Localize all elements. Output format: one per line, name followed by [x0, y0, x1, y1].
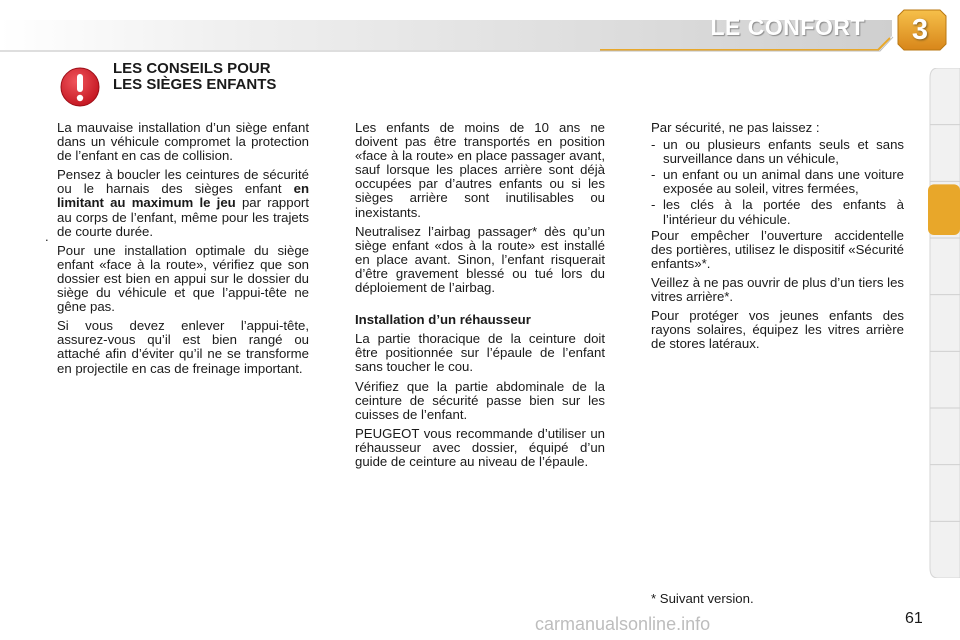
dash-bullet: - [651, 167, 656, 183]
sub-heading: Installation d’un réhausseur [355, 312, 531, 328]
paragraph: Neutralisez l’airbag passager* dès qu’un siège enfant «dos à la route» est installé en place avant. Sinon, l’enfant risquerait d’être gravement blessé ou tué lors du déploiement de l’airbag. [355, 223, 605, 296]
paragraph: Pour empêcher l’ouverture accidentelle des portières, utilisez le dispositif «Sécurité enfants»*. [651, 227, 904, 271]
emphasis-text: en limitant au maximum le jeu [57, 181, 309, 211]
chapter-title: LE CONFORT [710, 14, 865, 40]
section-title [113, 61, 276, 93]
footnote: * Suivant version. [651, 591, 754, 606]
dash-bullet: - [651, 137, 656, 153]
tab-rail-background [930, 68, 960, 578]
paragraph: Veillez à ne pas ouvrir de plus d’un tiers les vitres arrière*. [651, 274, 904, 305]
section-title-line1: LES CONSEILS POUR [113, 60, 271, 77]
text-column-1 [57, 121, 309, 381]
paragraph: Pour protéger vos jeunes enfants des rayons solaires, équipez les vitres arrière de stores latéraux. [651, 308, 904, 352]
paragraph-text: par rapport au corps de l’enfant, même pour les trajets de courte durée. [57, 195, 309, 239]
chapter-tab-rail [928, 68, 960, 578]
dash-bullet: - [651, 197, 656, 213]
paragraph: Les enfants de moins de 10 ans ne doivent pas être transportés en position «face à la route» en place passager avant, sauf lorsque les places arrière sont déjà occupées par d’autres enfants ou si les sièges arrière sont inutilisables ou inexistants. [355, 120, 605, 220]
chapter-tabs [928, 68, 960, 578]
list-item [651, 198, 904, 226]
section-title-line2: LES SIÈGES ENFANTS [113, 76, 277, 93]
paragraph: Si vous devez enlever l’appui-tête, assurez-vous qu’il est bien rangé ou attaché afin d’éviter qu’il ne se transforme en projectile en cas de freinage important. [57, 318, 309, 376]
list-item-text: un ou plusieurs enfants seuls et sans surveillance dans un véhicule, [663, 137, 904, 167]
paragraph: La mauvaise installation d’un siège enfant dans un véhicule compromet la protection de l’enfant en cas de collision. [57, 120, 309, 164]
stray-mark: . [45, 229, 49, 244]
chapter-number: 3 [911, 14, 929, 46]
text-column-2 [355, 121, 605, 474]
paragraph [57, 168, 309, 238]
paragraph: Pour une installation optimale du siège enfant «face à la route», vérifiez que son dossier est bien en appui sur le dossier du siège du véhicule et que l’appui-tête ne gêne pas. [57, 242, 309, 315]
paragraph: Vérifiez que la partie abdominale de la ceinture de sécurité passe bien sur les cuisses de l’enfant. [355, 378, 605, 422]
paragraph: PEUGEOT vous recommande d’utiliser un réhausseur avec dossier, équipé d’un guide de ceinture au niveau de l’épaule. [355, 425, 605, 469]
list-item-text: les clés à la portée des enfants à l’intérieur du véhicule. [663, 197, 904, 227]
chapter-header [0, 0, 960, 56]
list-item-text: un enfant ou un animal dans une voiture exposée au soleil, vitres fermées, [663, 167, 904, 197]
chapter-tab-active [928, 184, 960, 235]
text-column-3 [651, 121, 904, 356]
list-item [651, 168, 904, 196]
exclamation-warning-icon [59, 66, 101, 113]
page-number: 61 [905, 610, 923, 627]
paragraph: Par sécurité, ne pas laissez : [651, 120, 820, 135]
paragraph-text: Pensez à boucler les ceintures de sécurité ou le harnais des sièges enfant [57, 167, 309, 197]
list-item [651, 138, 904, 166]
paragraph: La partie thoracique de la ceinture doit être positionnée sur l’épaule de l’enfant sans toucher le cou. [355, 331, 605, 375]
watermark: carmanualsonline.info [535, 614, 711, 634]
